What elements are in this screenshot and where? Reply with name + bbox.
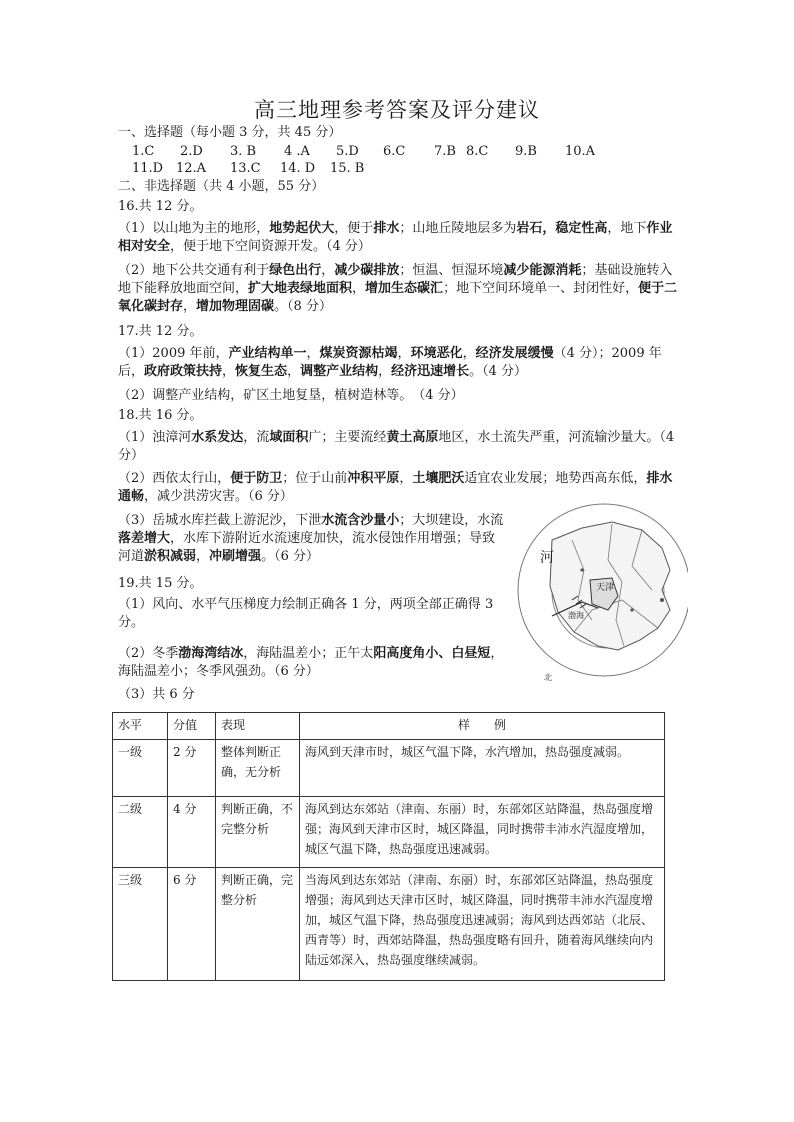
header-cell: 水平	[113, 713, 168, 740]
q16-heading: 16.共 12 分。	[118, 199, 203, 214]
performance-cell: 判断正确，不完整分析	[216, 797, 300, 868]
mc-answer: 8.C	[466, 144, 489, 159]
table-header-row	[113, 713, 665, 740]
mc-answer: 14. D	[280, 161, 316, 176]
mc-answer: 5.D	[336, 144, 359, 159]
mc-answer: 6.C	[383, 144, 406, 159]
scoring-table	[112, 712, 665, 981]
mc-answer: 13.C	[230, 161, 261, 176]
mc-answer: 2.D	[180, 144, 203, 159]
mc-answer: 10.A	[565, 144, 596, 159]
q16-part2: （2）地下公共交通有利于绿色出行，减少碳排放；恒温、恒湿环境减少能源消耗；基础设施转入地下能释放地面空间，扩大地表绿地面积，增加生态碳汇；地下空间环境单一、封闭性好，便于二氧化碳封存，增加物理固碳。（8 分）	[118, 263, 678, 314]
header-cell: 分值	[168, 713, 216, 740]
score-cell: 6 分	[168, 868, 216, 981]
example-cell: 海风到达东郊站（津南、东丽）时，东部郊区站降温，热岛强度增强；海风到天津市区时，城区降温，同时携带丰沛水汽湿度增加，城区气温下降，热岛强度迅速减弱。	[300, 797, 665, 868]
level-cell: 三级	[113, 868, 168, 981]
q18-part1: （1）浊漳河水系发达，流域面积广；主要流经黄土高原地区，水土流失严重，河流输沙量大。（4 分）	[118, 430, 675, 463]
map-label-bohai: 渤海	[568, 611, 584, 620]
q17-part1: （1）2009 年前，产业结构单一，煤炭资源枯竭，环境恶化，经济发展缓慢（4 分）；2009 年后，政府政策扶持，恢复生态，调整产业结构，经济迅速增长。（4 分）	[118, 346, 662, 379]
table-row	[113, 797, 665, 868]
mc-answer: 12.A	[176, 161, 207, 176]
example-cell: 当海风到达东郊站（津南、东丽）时，东部郊区站降温，热岛强度增强；海风到达天津市区时，城区降温，同时携带丰沛水汽湿度增加，城区气温下降，热岛强度迅速减弱；海风到达西郊站（北辰、西青等）时，西郊站降温，热岛强度略有回升，随着海风继续向内陆远郊深入，热岛强度继续减弱。	[300, 868, 665, 981]
table-row	[113, 868, 665, 981]
map-label-he: 河	[540, 550, 554, 566]
map-label-bottom: 北	[544, 673, 552, 682]
q18-part2: （2）西依太行山，便于防卫；位于山前冲积平原，土壤肥沃适宜农业发展；地势西高东低，排水通畅，减少洪涝灾害。（6 分）	[118, 471, 673, 504]
mc-answer: 11.D	[132, 161, 164, 176]
q17-heading: 17.共 12 分。	[118, 324, 203, 339]
performance-cell: 整体判断正确，无分析	[216, 740, 300, 797]
section-1-heading: 一、选择题（每小题 3 分，共 45 分）	[118, 125, 342, 140]
map-label-tianjin: 天津	[596, 583, 615, 593]
q18-part3: （3）岳城水库拦截上游泥沙，下泄水流含沙量小；大坝建设，水流落差增大，水库下游附近水流速度加快，流水侵蚀作用增强；导致河道淤积减弱，冲刷增强。（6 分）	[118, 513, 504, 564]
section-2-heading: 二、非选择题（共 4 小题，55 分）	[118, 179, 325, 194]
q19-part2: （2）冬季渤海湾结冰，海陆温差小；正午太阳高度角小、白昼短，海陆温差小；冬季风强劲。（6 分）	[118, 646, 504, 679]
level-cell: 一级	[113, 740, 168, 797]
example-cell: 海风到天津市时，城区气温下降，水汽增加，热岛强度减弱。	[300, 740, 665, 797]
q19-part3: （3）共 6 分	[118, 687, 195, 702]
q16-part1: （1）以山地为主的地形，地势起伏大，便于排水；山地丘陵地层多为岩石，稳定性高，地下作业相对安全，便于地下空间资源开发。（4 分）	[118, 221, 673, 254]
tianjin-map-figure	[512, 500, 688, 696]
mc-answer: 15. B	[330, 161, 365, 176]
q19-heading: 19.共 15 分。	[118, 576, 203, 591]
q17-part2: （2）调整产业结构，矿区土地复垦，植树造林等。 （4 分）	[118, 388, 464, 403]
table-row	[113, 740, 665, 797]
score-cell: 2 分	[168, 740, 216, 797]
mc-answer: 9.B	[515, 144, 537, 159]
header-cell: 样 例	[300, 713, 665, 740]
mc-answer: 3. B	[230, 144, 257, 159]
mc-answer: 1.C	[132, 144, 155, 159]
header-cell: 表现	[216, 713, 300, 740]
q18-heading: 18.共 16 分。	[118, 408, 203, 423]
q19-part1: （1）风向、水平气压梯度力绘制正确各 1 分，两项全部正确得 3 分。	[118, 597, 494, 630]
score-cell: 4 分	[168, 797, 216, 868]
mc-answer: 4 .A	[284, 144, 310, 159]
level-cell: 二级	[113, 797, 168, 868]
mc-answer: 7.B	[434, 144, 456, 159]
page-title: 高三地理参考答案及评分建议	[254, 98, 540, 122]
performance-cell: 判断正确，完整分析	[216, 868, 300, 981]
